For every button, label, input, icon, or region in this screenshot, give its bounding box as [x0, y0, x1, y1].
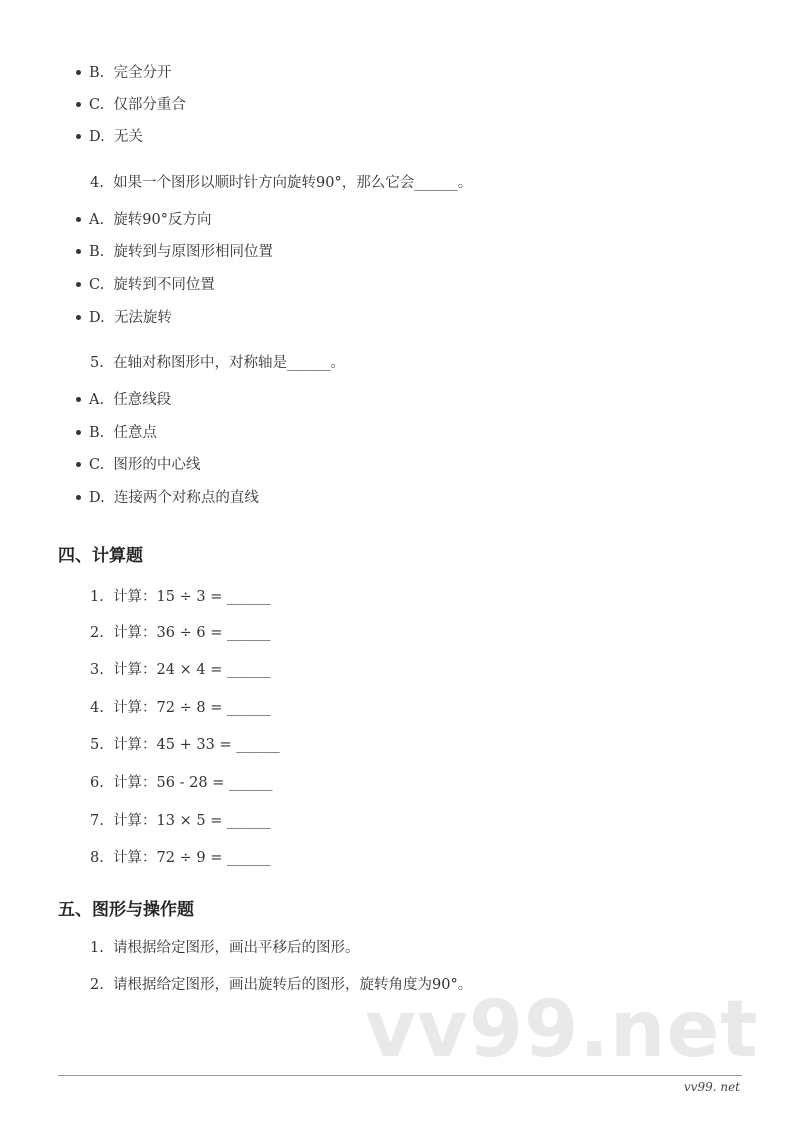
- question-5: [90, 353, 345, 373]
- calc-item-1: [90, 587, 270, 607]
- option-label: B.: [89, 244, 105, 260]
- item-number: 2.: [90, 625, 104, 641]
- item-number: 8.: [90, 850, 104, 866]
- item-text: 请根据给定图形，画出旋转后的图形，旋转角度为90°。: [113, 977, 473, 993]
- bullet-icon: [76, 134, 81, 139]
- calc-item-3: [90, 660, 270, 680]
- bullet-icon: [76, 282, 81, 287]
- q4-option-a: [76, 210, 212, 230]
- calc-item-4: [90, 698, 270, 718]
- item-number: 4.: [90, 700, 104, 716]
- q3-option-d: [76, 127, 143, 147]
- item-number: 5.: [90, 737, 104, 753]
- option-text: 无法旋转: [113, 310, 172, 326]
- question-number: 4.: [90, 175, 104, 191]
- item-number: 7.: [90, 813, 104, 829]
- footer-divider: [58, 1075, 742, 1076]
- option-label: A.: [89, 212, 105, 228]
- option-text: 旋转到不同位置: [113, 277, 215, 293]
- option-text: 任意点: [113, 425, 157, 441]
- q4-option-c: [76, 275, 215, 295]
- q5-option-a: [76, 390, 171, 410]
- bullet-icon: [76, 495, 81, 500]
- q5-option-d: [76, 488, 259, 508]
- item-text: 计算：36 ÷ 6 = ______: [113, 625, 271, 641]
- bullet-icon: [76, 249, 81, 254]
- q3-option-b: [76, 63, 171, 83]
- item-number: 3.: [90, 662, 104, 678]
- option-text: 旋转到与原图形相同位置: [113, 244, 273, 260]
- q5-option-b: [76, 423, 157, 443]
- item-text: 请根据给定图形，画出平移后的图形。: [113, 940, 360, 956]
- option-label: C.: [89, 277, 105, 293]
- item-text: 计算：13 × 5 = ______: [113, 813, 271, 829]
- q4-option-b: [76, 242, 273, 262]
- item-number: 1.: [90, 940, 104, 956]
- option-text: 仅部分重合: [113, 97, 186, 113]
- option-label: C.: [89, 457, 105, 473]
- item-text: 计算：24 × 4 = ______: [113, 662, 271, 678]
- question-text: 如果一个图形以顺时针方向旋转90°，那么它会______。: [113, 175, 473, 191]
- q3-option-c: [76, 95, 186, 115]
- option-label: B.: [89, 65, 105, 81]
- item-text: 计算：72 ÷ 9 = ______: [113, 850, 271, 866]
- option-label: D.: [89, 129, 105, 145]
- watermark: vv99.net: [365, 985, 759, 1075]
- question-number: 5.: [90, 355, 104, 371]
- item-text: 计算：45 + 33 = ______: [113, 737, 280, 753]
- footer-site: vv99. net: [683, 1080, 740, 1094]
- option-label: B.: [89, 425, 105, 441]
- bullet-icon: [76, 315, 81, 320]
- option-label: D.: [89, 490, 105, 506]
- option-text: 任意线段: [113, 392, 172, 408]
- bullet-icon: [76, 217, 81, 222]
- item-number: 2.: [90, 977, 104, 993]
- bullet-icon: [76, 430, 81, 435]
- q5-option-c: [76, 455, 200, 475]
- item-number: 1.: [90, 589, 104, 605]
- option-label: C.: [89, 97, 105, 113]
- calc-item-5: [90, 735, 280, 755]
- item-number: 6.: [90, 775, 104, 791]
- q4-option-d: [76, 308, 172, 328]
- bullet-icon: [76, 70, 81, 75]
- option-label: A.: [89, 392, 105, 408]
- section-5-heading: 五、图形与操作题: [58, 900, 194, 920]
- item-text: 计算：15 ÷ 3 = ______: [113, 589, 271, 605]
- calc-item-2: [90, 623, 270, 643]
- calc-item-8: [90, 848, 270, 868]
- bullet-icon: [76, 102, 81, 107]
- option-text: 旋转90°反方向: [113, 212, 212, 228]
- figure-item-1: [90, 938, 360, 958]
- option-text: 连接两个对称点的直线: [113, 490, 259, 506]
- section-4-heading: 四、计算题: [58, 546, 143, 566]
- question-4: [90, 173, 472, 193]
- option-text: 无关: [113, 129, 143, 145]
- option-text: 图形的中心线: [113, 457, 201, 473]
- calc-item-6: [90, 773, 272, 793]
- bullet-icon: [76, 397, 81, 402]
- option-label: D.: [89, 310, 105, 326]
- item-text: 计算：56 - 28 = ______: [113, 775, 273, 791]
- question-text: 在轴对称图形中，对称轴是______。: [113, 355, 346, 371]
- option-text: 完全分开: [113, 65, 172, 81]
- item-text: 计算：72 ÷ 8 = ______: [113, 700, 271, 716]
- bullet-icon: [76, 462, 81, 467]
- calc-item-7: [90, 811, 270, 831]
